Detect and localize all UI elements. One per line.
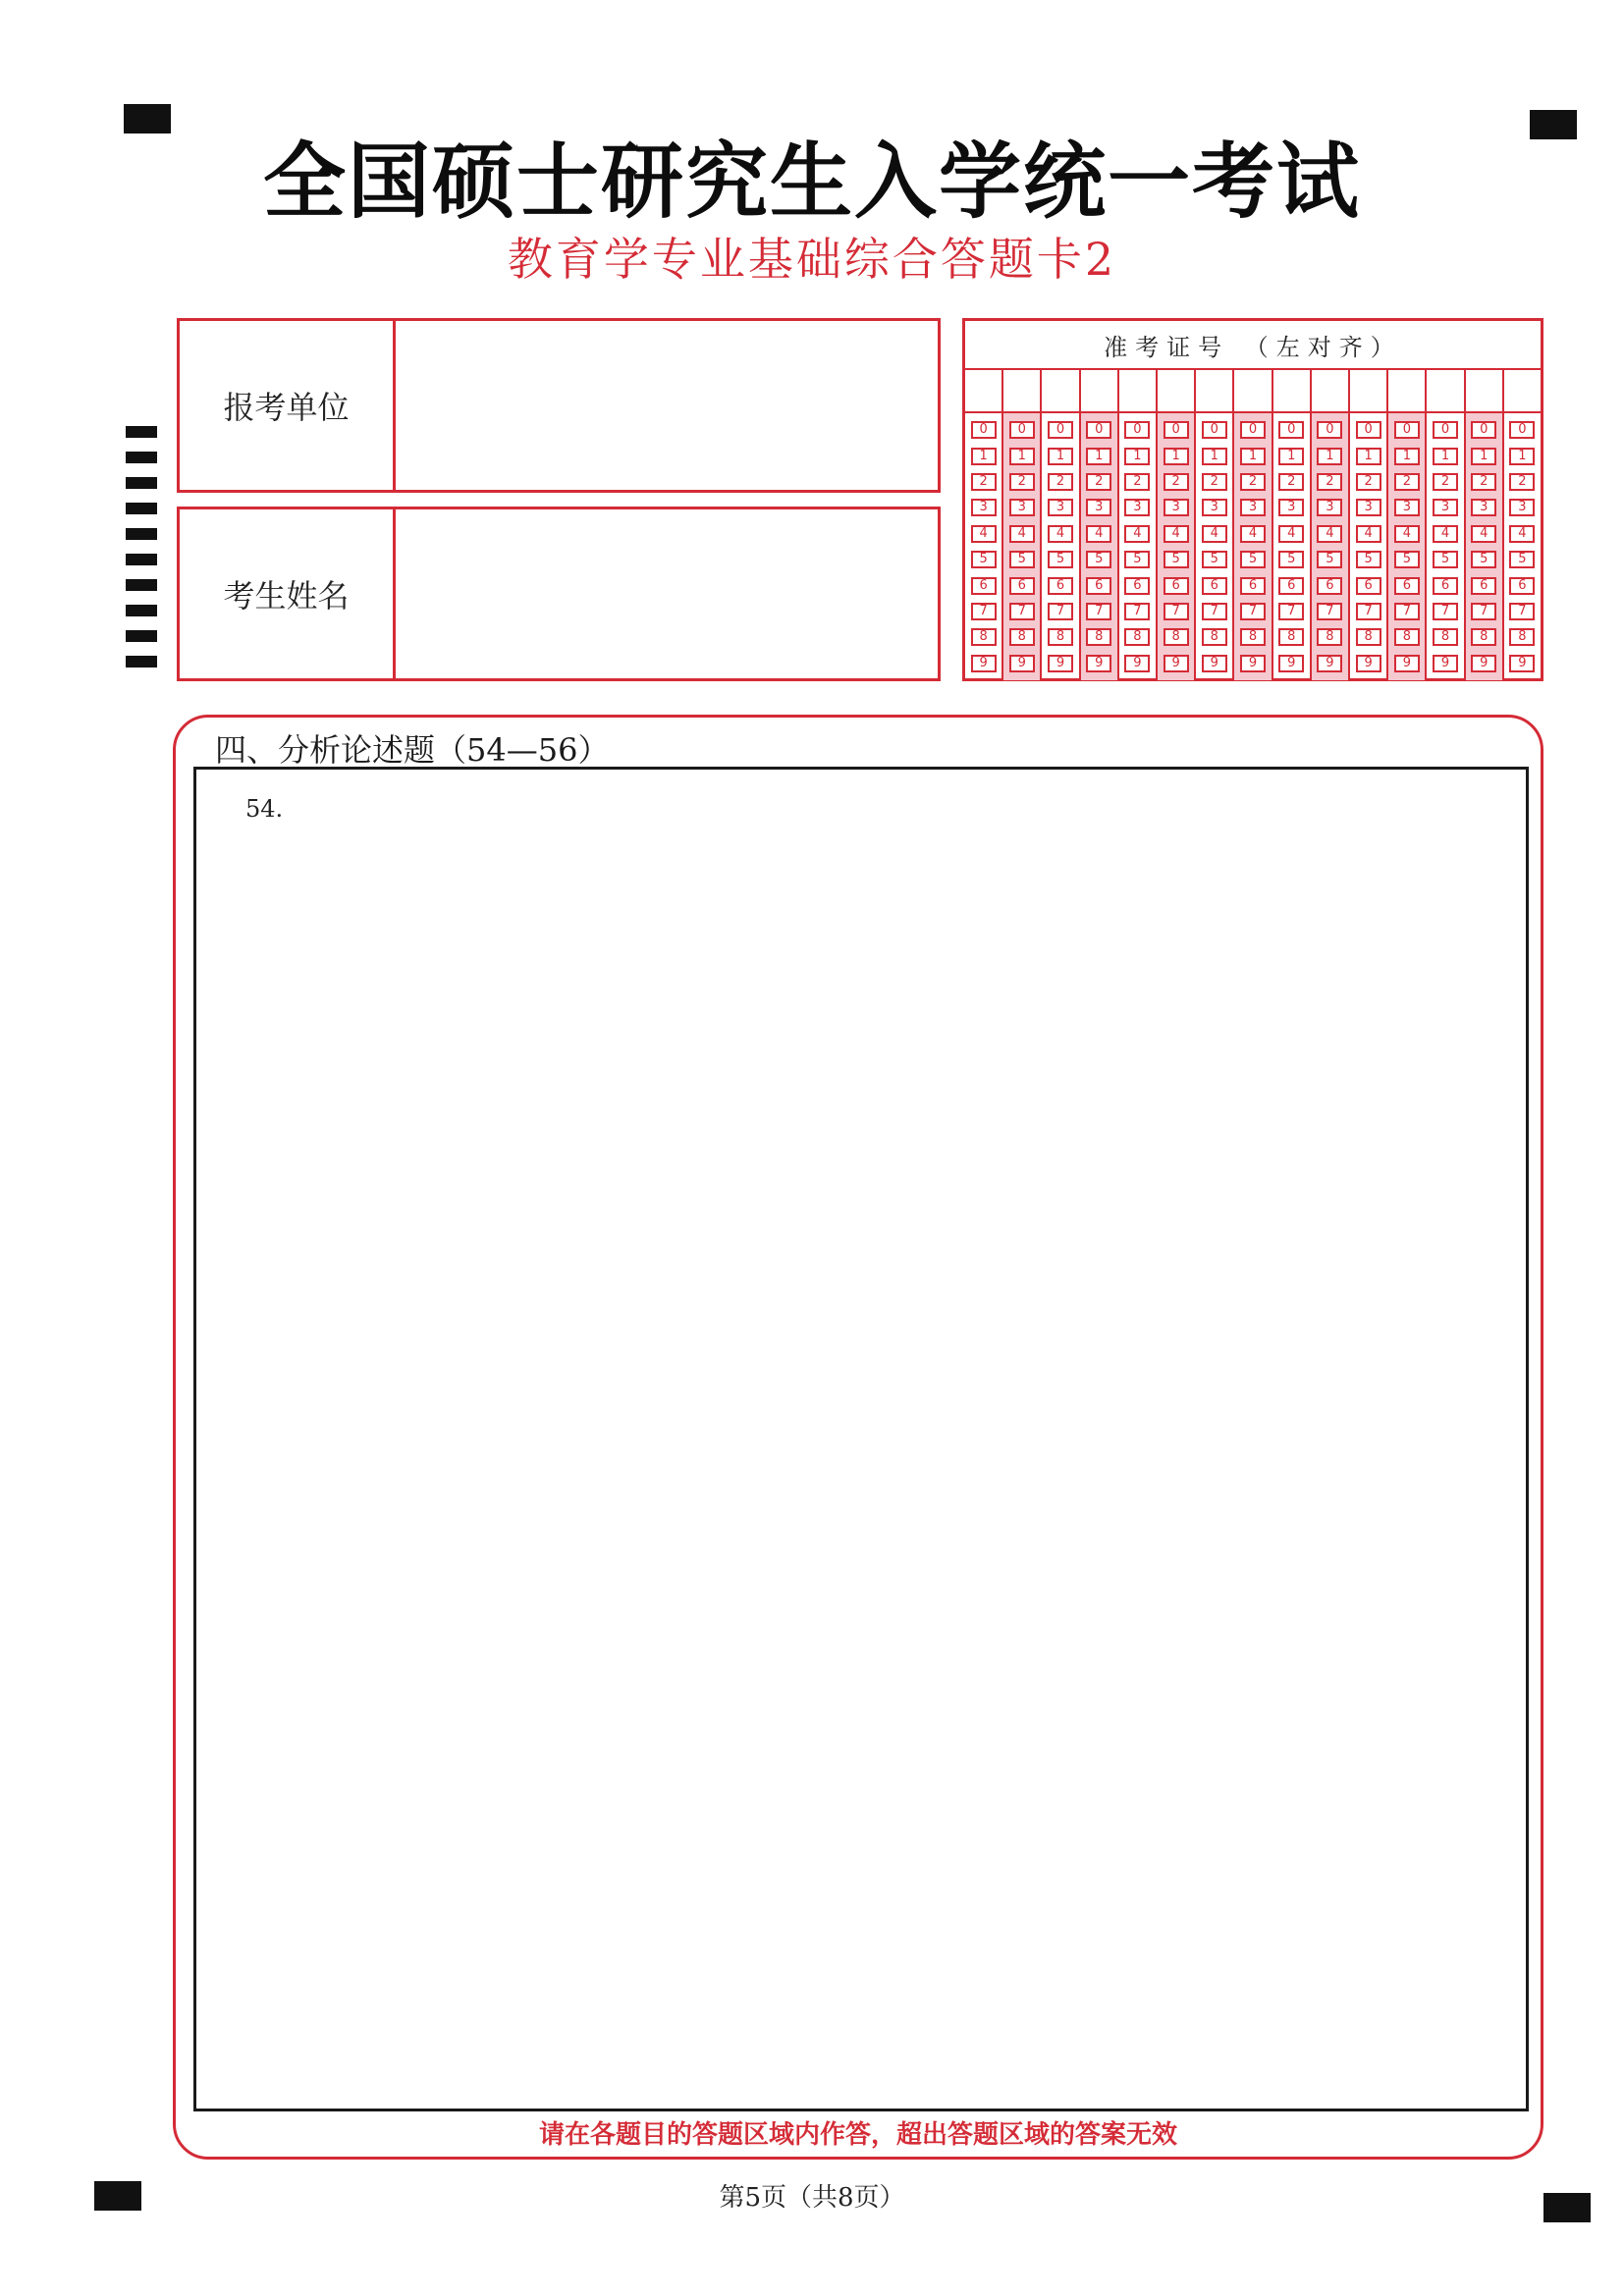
digit-bubble[interactable]: 0 <box>1240 421 1266 439</box>
digit-bubble[interactable]: 0 <box>1164 421 1189 439</box>
digit-bubbles <box>1158 413 1194 680</box>
name-field <box>177 507 941 681</box>
digit-bubble[interactable]: 1 <box>1048 448 1073 465</box>
digit-bubble[interactable]: 5 <box>1240 551 1266 568</box>
digit-bubble[interactable]: 2 <box>1048 473 1073 491</box>
digit-bubbles <box>1119 413 1156 680</box>
digit-bubble[interactable]: 2 <box>1240 473 1266 491</box>
digit-bubbles <box>1504 413 1541 680</box>
digit-bubble[interactable]: 6 <box>1048 577 1073 595</box>
digit-bubble[interactable]: 6 <box>1086 577 1111 595</box>
digit-bubble[interactable]: 7 <box>1394 603 1420 620</box>
digit-bubble[interactable]: 0 <box>1471 421 1496 439</box>
ticket-column <box>1350 370 1388 680</box>
digit-bubble[interactable]: 0 <box>1509 421 1535 439</box>
digit-bubble[interactable]: 3 <box>1356 499 1381 516</box>
digit-bubble[interactable]: 6 <box>1164 577 1189 595</box>
digit-bubble[interactable]: 4 <box>1433 525 1458 543</box>
digit-bubbles <box>1312 413 1348 680</box>
digit-bubble[interactable]: 3 <box>971 499 997 516</box>
digit-bubble[interactable]: 1 <box>1202 448 1227 465</box>
page-number: 第5页（共8页） <box>719 2183 905 2213</box>
digit-bubble[interactable]: 8 <box>1509 628 1535 646</box>
digit-bubble[interactable]: 6 <box>1202 577 1227 595</box>
digit-bubble[interactable]: 1 <box>1509 448 1535 465</box>
digit-bubble[interactable]: 5 <box>1471 551 1496 568</box>
digit-bubble[interactable]: 8 <box>1164 628 1189 646</box>
digit-bubbles <box>1388 413 1425 680</box>
digit-bubble[interactable]: 8 <box>1356 628 1381 646</box>
digit-bubbles <box>1350 413 1386 680</box>
digit-bubble[interactable]: 9 <box>1240 655 1266 672</box>
digit-bubble[interactable]: 3 <box>1509 499 1535 516</box>
ticket-column <box>1466 370 1504 680</box>
digit-bubbles <box>965 413 1001 680</box>
digit-bubble[interactable]: 2 <box>1278 473 1304 491</box>
digit-bubble[interactable]: 1 <box>1009 448 1035 465</box>
unit-label: 报考单位 <box>180 321 396 490</box>
ticket-digit-write-cell[interactable] <box>1273 370 1310 413</box>
digit-bubble[interactable]: 0 <box>1048 421 1073 439</box>
ticket-column <box>965 370 1003 680</box>
digit-bubble[interactable]: 4 <box>1317 525 1342 543</box>
digit-bubble[interactable]: 0 <box>971 421 997 439</box>
digit-bubble[interactable]: 7 <box>1240 603 1266 620</box>
digit-bubble[interactable]: 6 <box>1394 577 1420 595</box>
digit-bubble[interactable]: 5 <box>1202 551 1227 568</box>
digit-bubble[interactable]: 7 <box>1278 603 1304 620</box>
digit-bubble[interactable]: 0 <box>1202 421 1227 439</box>
unit-input-area[interactable] <box>396 321 938 490</box>
answer-section-frame <box>173 715 1543 2160</box>
digit-bubble[interactable]: 4 <box>971 525 997 543</box>
digit-bubble[interactable]: 8 <box>971 628 997 646</box>
digit-bubble[interactable]: 6 <box>1124 577 1150 595</box>
digit-bubble[interactable]: 3 <box>1164 499 1189 516</box>
digit-bubble[interactable]: 7 <box>1048 603 1073 620</box>
digit-bubble[interactable]: 6 <box>1433 577 1458 595</box>
digit-bubble[interactable]: 6 <box>1471 577 1496 595</box>
digit-bubbles <box>1003 413 1040 680</box>
section-title: 四、分析论述题（54—56） <box>215 731 610 769</box>
digit-bubbles <box>1273 413 1310 680</box>
digit-bubble[interactable]: 8 <box>1202 628 1227 646</box>
admission-ticket-grid <box>962 318 1543 681</box>
digit-bubble[interactable]: 8 <box>1086 628 1111 646</box>
ticket-digit-write-cell[interactable] <box>1003 370 1040 413</box>
digit-bubble[interactable]: 9 <box>971 655 997 672</box>
digit-bubble[interactable]: 1 <box>1240 448 1266 465</box>
digit-bubble[interactable]: 4 <box>1202 525 1227 543</box>
digit-bubble[interactable]: 2 <box>1433 473 1458 491</box>
digit-bubble[interactable]: 2 <box>1317 473 1342 491</box>
digit-bubble[interactable]: 9 <box>1433 655 1458 672</box>
digit-bubble[interactable]: 5 <box>971 551 997 568</box>
digit-bubble[interactable]: 2 <box>1509 473 1535 491</box>
digit-bubble[interactable]: 8 <box>1278 628 1304 646</box>
digit-bubble[interactable]: 5 <box>1086 551 1111 568</box>
digit-bubble[interactable]: 9 <box>1009 655 1035 672</box>
ticket-column <box>1158 370 1196 680</box>
timing-mark <box>126 630 157 642</box>
digit-bubble[interactable]: 2 <box>1471 473 1496 491</box>
digit-bubble[interactable]: 6 <box>1356 577 1381 595</box>
digit-bubble[interactable]: 9 <box>1086 655 1111 672</box>
digit-bubble[interactable]: 1 <box>1356 448 1381 465</box>
digit-bubble[interactable]: 4 <box>1471 525 1496 543</box>
ticket-digit-write-cell[interactable] <box>1504 370 1541 413</box>
digit-bubble[interactable]: 3 <box>1048 499 1073 516</box>
digit-bubble[interactable]: 1 <box>1164 448 1189 465</box>
digit-bubble[interactable]: 2 <box>1202 473 1227 491</box>
digit-bubble[interactable]: 0 <box>1086 421 1111 439</box>
unit-field <box>177 318 941 493</box>
digit-bubble[interactable]: 4 <box>1048 525 1073 543</box>
timing-mark <box>126 503 157 514</box>
timing-mark <box>126 477 157 489</box>
ticket-digit-write-cell[interactable] <box>1234 370 1271 413</box>
digit-bubble[interactable]: 1 <box>1471 448 1496 465</box>
digit-bubble[interactable]: 8 <box>1317 628 1342 646</box>
digit-bubble[interactable]: 3 <box>1317 499 1342 516</box>
ticket-column <box>1234 370 1272 680</box>
digit-bubble[interactable]: 5 <box>1509 551 1535 568</box>
digit-bubble[interactable]: 6 <box>971 577 997 595</box>
digit-bubble[interactable]: 1 <box>1433 448 1458 465</box>
digit-bubble[interactable]: 9 <box>1317 655 1342 672</box>
ticket-column <box>1196 370 1234 680</box>
ticket-digit-write-cell[interactable] <box>1081 370 1117 413</box>
digit-bubble[interactable]: 7 <box>1433 603 1458 620</box>
ticket-column <box>1388 370 1427 680</box>
digit-bubble[interactable]: 4 <box>1164 525 1189 543</box>
timing-mark <box>126 452 157 463</box>
digit-bubble[interactable]: 5 <box>1278 551 1304 568</box>
digit-bubble[interactable]: 7 <box>1124 603 1150 620</box>
digit-bubble[interactable]: 6 <box>1509 577 1535 595</box>
ticket-column <box>1003 370 1042 680</box>
digit-bubble[interactable]: 5 <box>1317 551 1342 568</box>
digit-bubble[interactable]: 5 <box>1356 551 1381 568</box>
digit-bubbles <box>1042 413 1078 680</box>
digit-bubble[interactable]: 8 <box>1471 628 1496 646</box>
digit-bubble[interactable]: 7 <box>1009 603 1035 620</box>
digit-bubble[interactable]: 2 <box>1356 473 1381 491</box>
ticket-digit-write-cell[interactable] <box>1196 370 1232 413</box>
digit-bubble[interactable]: 0 <box>1278 421 1304 439</box>
digit-bubble[interactable]: 2 <box>971 473 997 491</box>
digit-bubble[interactable]: 5 <box>1164 551 1189 568</box>
digit-bubble[interactable]: 7 <box>1317 603 1342 620</box>
digit-bubble[interactable]: 3 <box>1394 499 1420 516</box>
ticket-columns <box>965 370 1541 680</box>
ticket-digit-write-cell[interactable] <box>1042 370 1078 413</box>
digit-bubble[interactable]: 1 <box>1086 448 1111 465</box>
digit-bubble[interactable]: 7 <box>1356 603 1381 620</box>
digit-bubble[interactable]: 7 <box>1086 603 1111 620</box>
digit-bubbles <box>1081 413 1117 680</box>
ticket-column <box>1427 370 1465 680</box>
digit-bubble[interactable]: 4 <box>1009 525 1035 543</box>
digit-bubble[interactable]: 8 <box>1009 628 1035 646</box>
digit-bubble[interactable]: 9 <box>1124 655 1150 672</box>
ticket-column <box>1081 370 1119 680</box>
digit-bubble[interactable]: 3 <box>1433 499 1458 516</box>
ticket-digit-write-cell[interactable] <box>1312 370 1348 413</box>
digit-bubble[interactable]: 0 <box>1394 421 1420 439</box>
name-input-area[interactable] <box>396 509 938 678</box>
digit-bubble[interactable]: 5 <box>1048 551 1073 568</box>
digit-bubble[interactable]: 2 <box>1124 473 1150 491</box>
digit-bubble[interactable]: 4 <box>1086 525 1111 543</box>
digit-bubble[interactable]: 4 <box>1124 525 1150 543</box>
ticket-digit-write-cell[interactable] <box>1466 370 1502 413</box>
digit-bubble[interactable]: 3 <box>1009 499 1035 516</box>
digit-bubble[interactable]: 8 <box>1433 628 1458 646</box>
digit-bubble[interactable]: 9 <box>1164 655 1189 672</box>
digit-bubble[interactable]: 4 <box>1509 525 1535 543</box>
digit-bubble[interactable]: 7 <box>1164 603 1189 620</box>
digit-bubble[interactable]: 3 <box>1278 499 1304 516</box>
digit-bubble[interactable]: 7 <box>1471 603 1496 620</box>
ticket-digit-write-cell[interactable] <box>1119 370 1156 413</box>
answer-area-warning: 请在各题目的答题区域内作答，超出答题区域的答案无效 <box>538 2120 1177 2150</box>
ticket-column <box>1312 370 1350 680</box>
digit-bubble[interactable]: 1 <box>1317 448 1342 465</box>
digit-bubble[interactable]: 3 <box>1124 499 1150 516</box>
digit-bubble[interactable]: 0 <box>1124 421 1150 439</box>
name-label: 考生姓名 <box>180 509 396 678</box>
digit-bubble[interactable]: 7 <box>1509 603 1535 620</box>
digit-bubble[interactable]: 2 <box>1394 473 1420 491</box>
ticket-column <box>1119 370 1158 680</box>
digit-bubble[interactable]: 1 <box>971 448 997 465</box>
digit-bubble[interactable]: 4 <box>1394 525 1420 543</box>
timing-mark <box>126 554 157 565</box>
digit-bubble[interactable]: 7 <box>1202 603 1227 620</box>
digit-bubble[interactable]: 3 <box>1240 499 1266 516</box>
digit-bubble[interactable]: 2 <box>1009 473 1035 491</box>
digit-bubble[interactable]: 8 <box>1048 628 1073 646</box>
digit-bubble[interactable]: 0 <box>1317 421 1342 439</box>
ticket-column <box>1273 370 1312 680</box>
digit-bubble[interactable]: 0 <box>1356 421 1381 439</box>
digit-bubble[interactable]: 9 <box>1278 655 1304 672</box>
digit-bubble[interactable]: 6 <box>1317 577 1342 595</box>
digit-bubble[interactable]: 5 <box>1009 551 1035 568</box>
digit-bubble[interactable]: 7 <box>971 603 997 620</box>
answer-writing-area[interactable] <box>193 767 1529 2111</box>
admission-ticket-header: 准考证号 （左对齐） <box>965 321 1541 370</box>
timing-mark <box>126 656 157 667</box>
digit-bubble[interactable]: 1 <box>1124 448 1150 465</box>
ticket-column <box>1504 370 1541 680</box>
ticket-digit-write-cell[interactable] <box>1158 370 1194 413</box>
digit-bubble[interactable]: 0 <box>1009 421 1035 439</box>
digit-bubble[interactable]: 8 <box>1394 628 1420 646</box>
ticket-column <box>1042 370 1080 680</box>
digit-bubble[interactable]: 5 <box>1433 551 1458 568</box>
digit-bubble[interactable]: 8 <box>1240 628 1266 646</box>
timing-mark <box>126 579 157 591</box>
digit-bubble[interactable]: 9 <box>1509 655 1535 672</box>
digit-bubble[interactable]: 2 <box>1086 473 1111 491</box>
digit-bubble[interactable]: 9 <box>1356 655 1381 672</box>
digit-bubble[interactable]: 8 <box>1124 628 1150 646</box>
digit-bubble[interactable]: 0 <box>1433 421 1458 439</box>
timing-mark <box>126 605 157 616</box>
digit-bubble[interactable]: 4 <box>1240 525 1266 543</box>
digit-bubble[interactable]: 9 <box>1048 655 1073 672</box>
ticket-digit-write-cell[interactable] <box>1388 370 1425 413</box>
digit-bubbles <box>1196 413 1232 680</box>
digit-bubble[interactable]: 9 <box>1202 655 1227 672</box>
digit-bubble[interactable]: 1 <box>1394 448 1420 465</box>
digit-bubbles <box>1427 413 1463 680</box>
digit-bubble[interactable]: 4 <box>1278 525 1304 543</box>
digit-bubble[interactable]: 5 <box>1124 551 1150 568</box>
digit-bubbles <box>1466 413 1502 680</box>
digit-bubble[interactable]: 9 <box>1394 655 1420 672</box>
ticket-digit-write-cell[interactable] <box>965 370 1001 413</box>
digit-bubble[interactable]: 4 <box>1356 525 1381 543</box>
digit-bubble[interactable]: 1 <box>1278 448 1304 465</box>
digit-bubble[interactable]: 2 <box>1164 473 1189 491</box>
digit-bubble[interactable]: 9 <box>1471 655 1496 672</box>
digit-bubble[interactable]: 3 <box>1471 499 1496 516</box>
digit-bubble[interactable]: 3 <box>1086 499 1111 516</box>
digit-bubbles <box>1234 413 1271 680</box>
answer-card-subtitle: 教育学专业基础综合答题卡2 <box>507 233 1117 286</box>
digit-bubble[interactable]: 6 <box>1278 577 1304 595</box>
exam-title: 全国硕士研究生入学统一考试 <box>262 133 1361 230</box>
question-number: 54. <box>245 795 284 823</box>
timing-mark <box>126 528 157 540</box>
digit-bubble[interactable]: 6 <box>1009 577 1035 595</box>
digit-bubble[interactable]: 3 <box>1202 499 1227 516</box>
timing-mark <box>126 426 157 438</box>
ticket-digit-write-cell[interactable] <box>1350 370 1386 413</box>
ticket-digit-write-cell[interactable] <box>1427 370 1463 413</box>
digit-bubble[interactable]: 6 <box>1240 577 1266 595</box>
digit-bubble[interactable]: 5 <box>1394 551 1420 568</box>
